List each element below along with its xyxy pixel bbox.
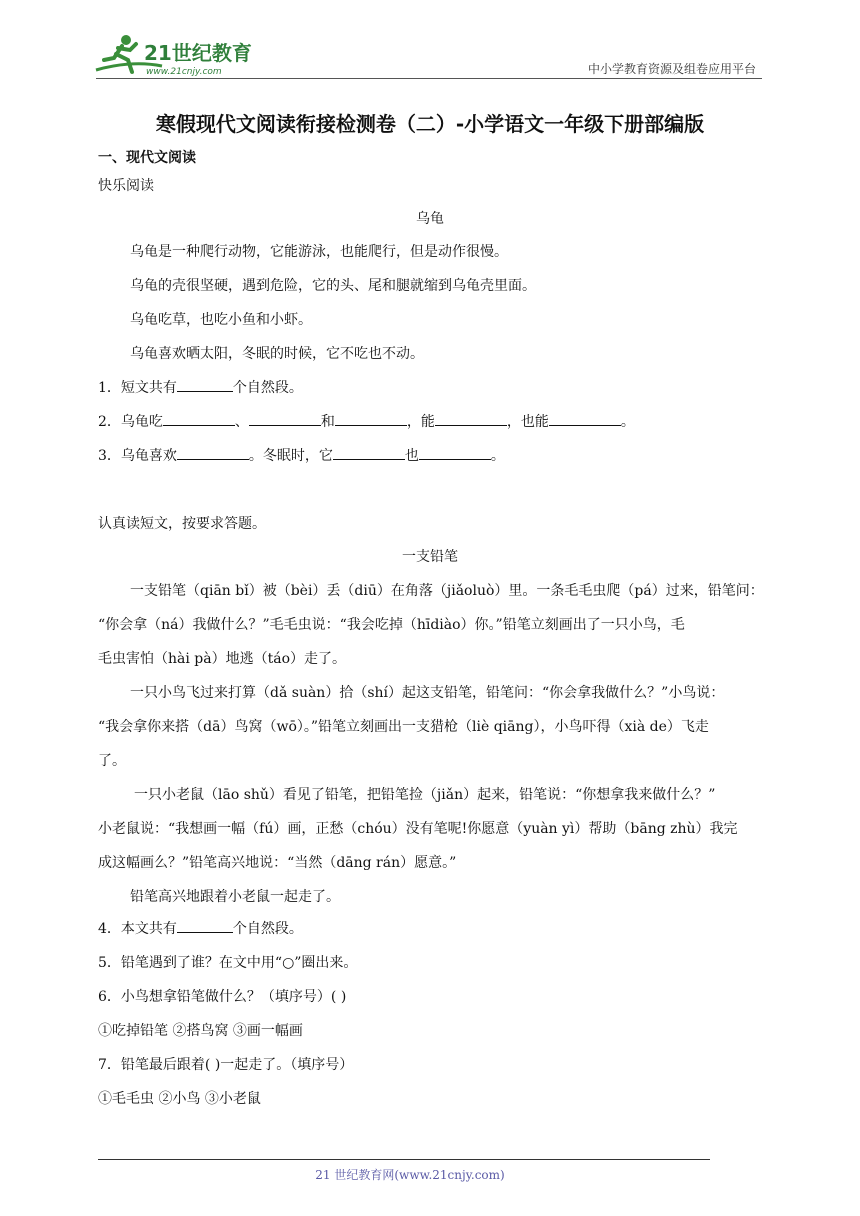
passage-line: 铅笔高兴地跟着小老鼠一起走了。 <box>130 889 340 905</box>
answer-blank[interactable] <box>419 446 491 460</box>
paragraph: 乌龟是一种爬行动物，它能游泳，也能爬行，但是动作很慢。 <box>130 244 508 260</box>
passage-line: 一支铅笔（qiān bǐ）被（bèi）丢（diū）在角落（jiǎoluò）里。一条毛毛虫爬（pá）过来，铅笔问： <box>130 583 764 599</box>
question-6: 6．小鸟想拿铅笔做什么？（填序号）( ) <box>98 989 347 1005</box>
header-divider <box>96 78 762 79</box>
question-5: 5．铅笔遇到了谁？在文中用“○”圈出来。 <box>98 955 358 971</box>
answer-blank[interactable] <box>249 412 321 426</box>
answer-blank[interactable] <box>335 412 407 426</box>
section-subtitle: 快乐阅读 <box>98 178 154 194</box>
question-4: 4．本文共有 个自然段。 <box>98 921 303 937</box>
paragraph: 乌龟喜欢晒太阳，冬眠的时候，它不吃也不动。 <box>130 346 424 362</box>
question-6-options: ①吃掉铅笔 ②搭鸟窝 ③画一幅画 <box>98 1023 303 1039</box>
question-7: 7．铅笔最后跟着( )一起走了。（填序号） <box>98 1057 354 1073</box>
answer-blank[interactable] <box>177 378 233 392</box>
footer-text: 21 世纪教育网(www.21cnjy.com) <box>315 1168 505 1182</box>
question-3: 3．乌龟喜欢 。冬眠时，它 也 。 <box>98 448 505 464</box>
question-1: 1．短文共有 个自然段。 <box>98 380 303 396</box>
paragraph: 乌龟的壳很坚硬，遇到危险，它的头、尾和腿就缩到乌龟壳里面。 <box>130 278 536 294</box>
platform-name: 中小学教育资源及组卷应用平台 <box>587 62 756 76</box>
logo-url: www.21cnjy.com <box>146 67 222 77</box>
answer-blank[interactable] <box>549 412 621 426</box>
logo <box>92 30 262 80</box>
question-7-options: ①毛毛虫 ②小鸟 ③小老鼠 <box>98 1091 261 1107</box>
runner-logo-icon <box>92 30 262 80</box>
answer-blank[interactable] <box>163 412 235 426</box>
passage-line: “你会拿（ná）我做什么？”毛毛虫说：“我会吃掉（hīdiào）你。”铅笔立刻画出了一只小鸟，毛 <box>98 617 685 633</box>
section-heading: 一、现代文阅读 <box>98 150 196 166</box>
answer-blank[interactable] <box>333 446 405 460</box>
footer-divider <box>98 1159 710 1160</box>
passage-line: 一只小老鼠（lāo shǔ）看见了铅笔，把铅笔捡（jiǎn）起来，铅笔说：“你想拿我来做什么？” <box>134 787 716 803</box>
passage-line: 成这幅画么？”铅笔高兴地说：“当然（dāng rán）愿意。” <box>98 855 457 871</box>
section-intro: 认真读短文，按要求答题。 <box>98 516 266 532</box>
page-title: 寒假现代文阅读衔接检测卷（二）-小学语文一年级下册部编版 <box>155 112 705 136</box>
passage-line: “我会拿你来搭（dā）鸟窝（wō）。”铅笔立刻画出一支猎枪（liè qiāng），小鸟吓得（xià de）飞走 <box>98 719 709 735</box>
question-2: 2．乌龟吃 、 和 ，能 ，也能 。 <box>98 414 635 430</box>
passage-line: 一只小鸟飞过来打算（dǎ suàn）拾（shí）起这支铅笔，铅笔问：“你会拿我做什么？”小鸟说： <box>130 685 725 701</box>
passage-title: 乌龟 <box>416 211 444 227</box>
passage-line: 小老鼠说：“我想画一幅（fú）画，正愁（chóu）没有笔呢!你愿意（yuàn yì）帮助（bāng zhù）我完 <box>98 821 738 837</box>
paragraph: 乌龟吃草，也吃小鱼和小虾。 <box>130 312 312 328</box>
passage-line: 了。 <box>98 753 126 769</box>
answer-blank[interactable] <box>435 412 507 426</box>
passage-title: 一支铅笔 <box>402 549 458 565</box>
answer-blank[interactable] <box>177 446 249 460</box>
answer-blank[interactable] <box>177 919 233 933</box>
passage-line: 毛虫害怕（hài pà）地逃（táo）走了。 <box>98 651 347 667</box>
logo-text: 21世纪教育 <box>144 41 252 65</box>
